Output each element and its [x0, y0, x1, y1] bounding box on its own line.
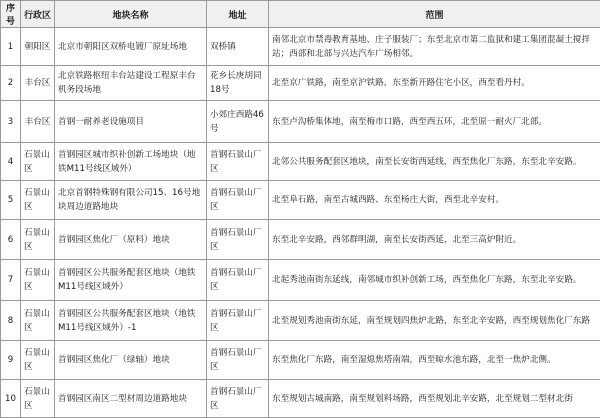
cell-district: 石景山区: [21, 260, 55, 301]
cell-seq: 5: [1, 181, 21, 220]
cell-district: 石景山区: [21, 341, 55, 380]
cell-seq: 10: [1, 380, 21, 418]
cell-district: 丰台区: [21, 101, 55, 143]
cell-name: 首钢一耐养老设施项目: [55, 101, 207, 143]
cell-seq: 2: [1, 66, 21, 101]
header-district: 行政区: [21, 1, 55, 28]
cell-scope: 北至京广铁路，南至京沪铁路，东至新开路住宅小区，西至看丹村。: [269, 66, 600, 101]
cell-name: 首钢园区南区二型材周边道路地块: [55, 380, 207, 418]
table-row: [1, 301, 600, 341]
cell-district: 石景山区: [21, 220, 55, 260]
cell-scope: 南邻北京市禁毒教育基地、庄子服装厂；东至北京市第二监狱和建工集团混凝土搅拌站；西部和北部与兴达汽车广场相邻。: [269, 28, 600, 66]
cell-name: 首钢园区焦化厂（原料）地块: [55, 220, 207, 260]
cell-scope: 北邻公共服务配套区地块，南至长安街西延线，西至焦化厂东路，东至北辛安路。: [269, 143, 600, 181]
cell-seq: 3: [1, 101, 21, 143]
cell-address: 首钢石景山厂区: [207, 380, 269, 418]
cell-name: 首钢园区焦化厂（绿轴）地块: [55, 341, 207, 380]
cell-district: 石景山区: [21, 143, 55, 181]
table-row: [1, 220, 600, 260]
cell-address: 小郊庄西路46号: [207, 101, 269, 143]
header-name: 地块名称: [55, 1, 207, 28]
cell-scope: 东至焦化厂东路，南至湿熄焦塔南端，西至晾水池东路，北至一焦炉北侧。: [269, 341, 600, 380]
cell-seq: 9: [1, 341, 21, 380]
cell-district: 朝阳区: [21, 28, 55, 66]
header-scope: 范围: [269, 1, 600, 28]
table-header-row: [1, 1, 600, 28]
header-address: 地址: [207, 1, 269, 28]
cell-address: 花乡长庚胡同18号: [207, 66, 269, 101]
cell-address: 首钢石景山厂区: [207, 143, 269, 181]
cell-district: 丰台区: [21, 66, 55, 101]
cell-seq: 7: [1, 260, 21, 301]
table-row: [1, 380, 600, 418]
cell-address: 首钢石景山厂区: [207, 301, 269, 341]
cell-name: 北京首钢特殊钢有限公司15、16号地块周边道路地块: [55, 181, 207, 220]
cell-name: 北京市朝阳区双桥电镀厂原址场地: [55, 28, 207, 66]
table-row: [1, 143, 600, 181]
cell-scope: 东至规划古城南路，南至规划料场路，西至规划北辛安路，北至规划二型材北街: [269, 380, 600, 418]
cell-name: 首钢园区城市织补创新工场地块（地铁M11号线区域外）: [55, 143, 207, 181]
table-row: [1, 260, 600, 301]
cell-address: 首钢石景山厂区: [207, 260, 269, 301]
cell-seq: 6: [1, 220, 21, 260]
cell-address: 双桥镇: [207, 28, 269, 66]
cell-seq: 1: [1, 28, 21, 66]
cell-scope: 北至阜石路，南至古城西路、东至杨庄大街，西至北辛安村。: [269, 181, 600, 220]
cell-seq: 8: [1, 301, 21, 341]
table-row: [1, 66, 600, 101]
cell-name: 首钢园区公共服务配套区地块（地铁M11号线区域外）-1: [55, 301, 207, 341]
cell-scope: 东至卢沟桥集体地，南至梅市口路，西至西五环，北至原一耐火厂北部。: [269, 101, 600, 143]
cell-address: 首钢石景山厂区: [207, 341, 269, 380]
header-seq: 序号: [1, 1, 21, 28]
table-row: [1, 28, 600, 66]
cell-name: 北京铁路枢纽丰台站建设工程原丰台机务段场地: [55, 66, 207, 101]
table-row: [1, 341, 600, 380]
cell-address: 首钢石景山厂区: [207, 220, 269, 260]
cell-district: 石景山区: [21, 380, 55, 418]
cell-scope: 北至规划秀池南街东延，南至规划四焦炉北路，东至北辛安路，西至规划焦化厂东路: [269, 301, 600, 341]
table-row: [1, 181, 600, 220]
cell-address: 首钢石景山厂区: [207, 181, 269, 220]
table-row: [1, 101, 600, 143]
cell-district: 石景山区: [21, 301, 55, 341]
cell-scope: 东至北辛安路，西邻群明湖，南至长安街西延，北至三高炉附近。: [269, 220, 600, 260]
cell-scope: 北起秀池南街东延线，南邻城市织补创新工场，西至焦化厂东路，东至北辛安路。: [269, 260, 600, 301]
cell-seq: 4: [1, 143, 21, 181]
cell-district: 石景山区: [21, 181, 55, 220]
cell-name: 首钢园区公共服务配套区地块（地铁M11号线区域外）: [55, 260, 207, 301]
